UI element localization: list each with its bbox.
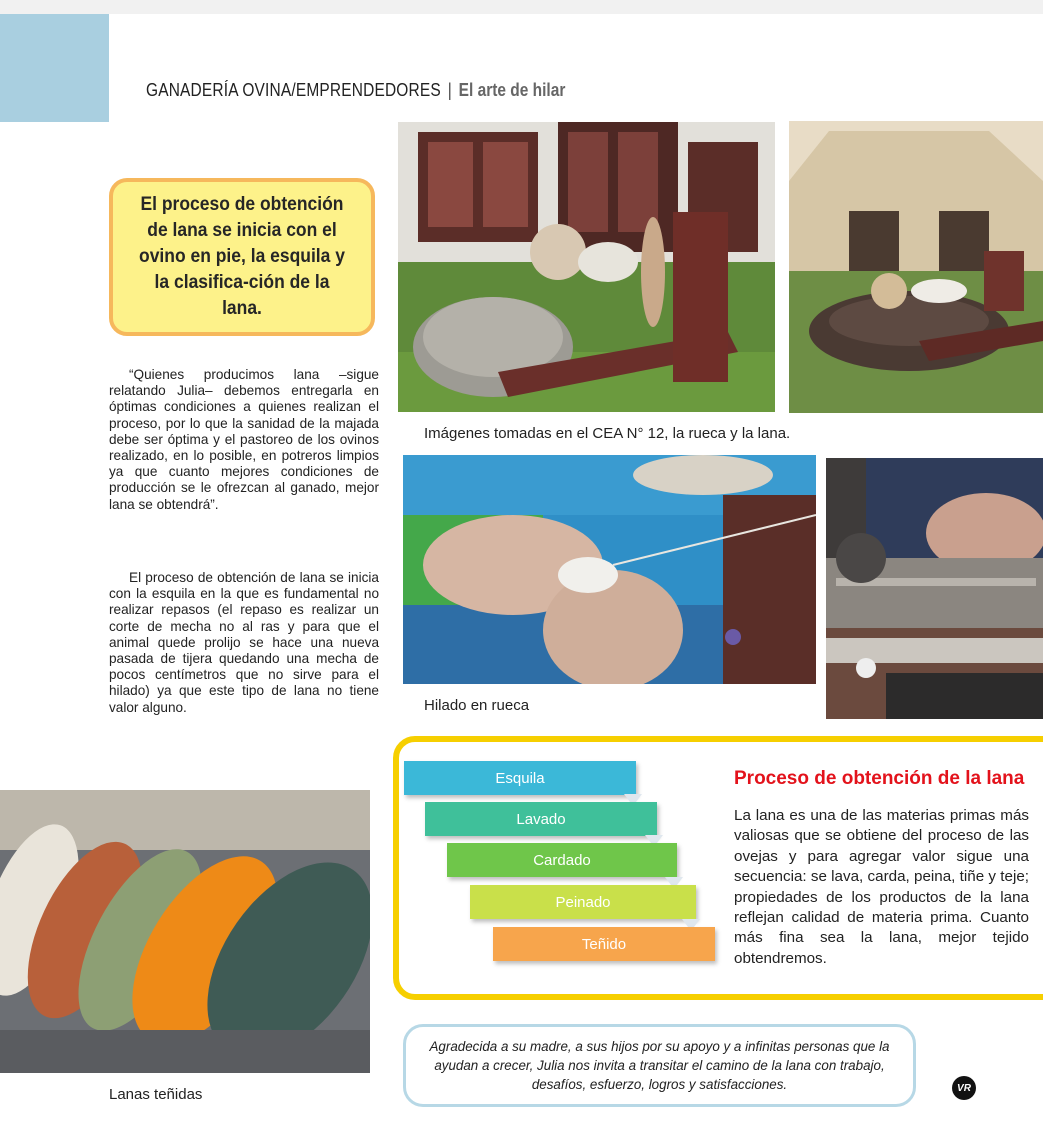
step-label: Teñido	[581, 935, 627, 953]
caption-bottom: Lanas teñidas	[109, 1086, 203, 1103]
process-step-peinado	[470, 885, 696, 919]
process-title: Proceso de obtención de la lana	[734, 768, 1025, 789]
article-title: El arte de hilar	[458, 80, 566, 100]
caption-middle: Hilado en rueca	[424, 697, 530, 714]
publication-logo: VR	[952, 1076, 976, 1100]
step-label: Cardado	[533, 851, 591, 869]
article-paragraph-1	[109, 367, 379, 513]
article-paragraph-2	[109, 570, 379, 716]
spinning-detail-photo	[826, 458, 1043, 719]
process-step-cardado	[447, 843, 677, 877]
process-description: La lana es una de las materias primas más valiosas que se obtiene del proceso de las ovejas y para agregar valor sigue una secuencia: se lava, carda, peina, tiñe y teje; propiedades de los productos de la lana reflejan calidad de materia prima. Cuanto más fina sea la lana, mejor tejido obtendremos.	[734, 807, 1029, 967]
corner-color-block	[0, 14, 109, 122]
page-header	[146, 80, 565, 101]
wool-facade-photo	[789, 121, 1043, 413]
callout-text: El proceso de obtención de lana se inicia con el ovino en pie, la esquila y la clasifica-ción de la lana.	[139, 194, 345, 319]
process-step-lavado	[425, 802, 657, 836]
hand-spinning-photo	[403, 455, 816, 684]
caption-top: Imágenes tomadas en el CEA N° 12, la rueca y la lana.	[424, 425, 791, 442]
highlight-callout	[109, 178, 375, 336]
dyed-wool-photo	[0, 790, 370, 1073]
paragraph-text: El proceso de obtención de lana se inicia con la esquila en la que es fundamental no realizar repasos (el repaso es realizar un corte de mecha no al ras y para que el animal quede prolijo se hace una nueva pasada de tijera quedando una mecha de pocos centímetros que no sirve para el hilado) ya que este tipo de lana no tiene valor alguno.	[109, 570, 379, 715]
process-step-esquila	[404, 761, 636, 795]
quote-text: Agradecida a su madre, a sus hijos por su apoyo y a infinitas personas que la ayudan a crecer, Julia nos invita a transitar el camino de la lana con trabajo, desafíos, esfuerzo, logros y satisfacciones.	[429, 1039, 890, 1092]
closing-quote-box	[403, 1024, 916, 1107]
process-step-tenido	[493, 927, 715, 961]
top-strip	[0, 0, 1043, 14]
step-label: Esquila	[495, 769, 545, 787]
spinning-wheel-photo	[398, 122, 775, 412]
paragraph-text: “Quienes producimos lana –sigue relatando Julia– debemos entregarla en óptimas condiciones a quienes realizan el proceso, por lo que la sanidad de la majada debe ser óptima y el pastoreo de los ovinos realizado, en lo posible, en potreros limpios ya que cuanto mejores condiciones de producción se le ofrezcan al ganado, mejor lana se obtendrá”.	[109, 367, 379, 512]
step-label: Peinado	[555, 893, 611, 911]
step-label: Lavado	[516, 810, 566, 828]
header-separator: |	[447, 80, 452, 100]
section-label: GANADERÍA OVINA/EMPRENDEDORES	[146, 80, 441, 100]
